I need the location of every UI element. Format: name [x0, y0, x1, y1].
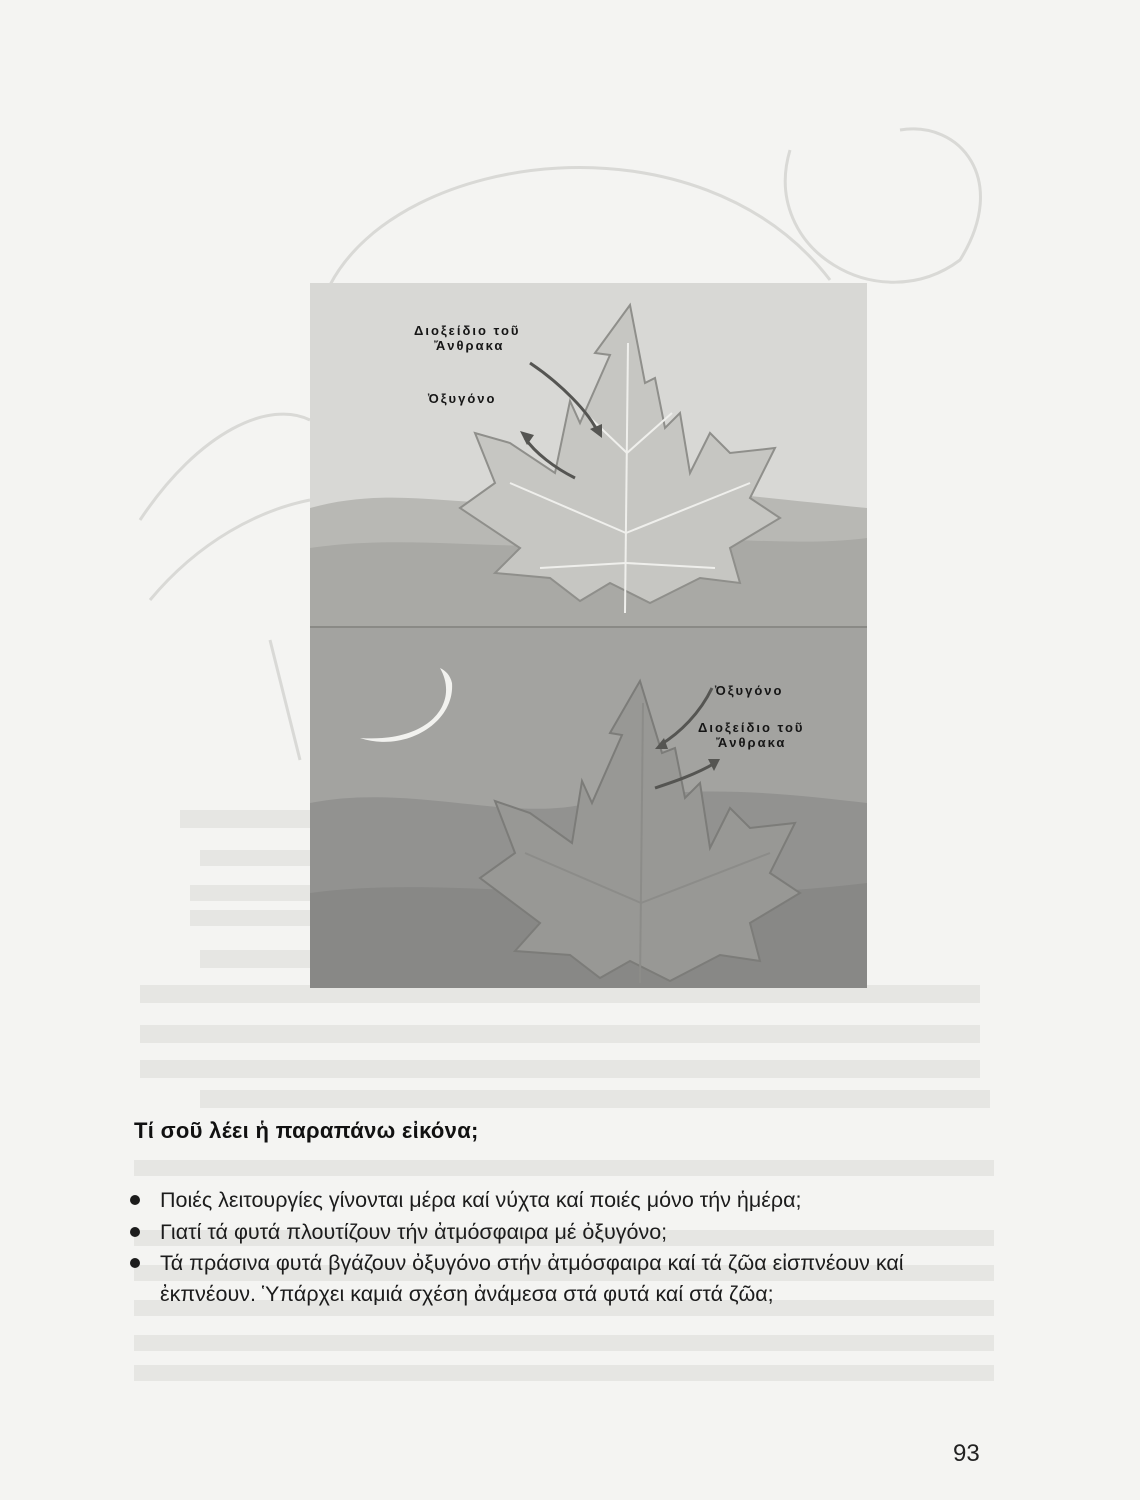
question-item: [130, 1217, 1000, 1248]
page-number: 93: [953, 1440, 980, 1467]
day-co2-label-line1: Διοξείδιο τοῦ: [414, 323, 521, 338]
bullet-icon: [130, 1195, 140, 1205]
bullet-icon: [130, 1227, 140, 1237]
day-co2-label-line2: Ἄνθρακα: [434, 338, 505, 353]
question-text: Τά πράσινα φυτά βγάζουν ὀξυγόνο στήν ἀτμόσφαιρα καί τά ζῶα εἰσπνέουν καί ἐκπνέουν. Ὑπάρχει καμιά σχέση ἀνάμεσα στά φυτά καί στά ζῶα;: [160, 1251, 904, 1306]
question-text: Ποιές λειτουργίες γίνονται μέρα καί νύχτα καί ποιές μόνο τήν ἡμέρα;: [160, 1188, 802, 1212]
photosynthesis-illustration: [310, 283, 867, 988]
question-text: Γιατί τά φυτά πλουτίζουν τήν ἀτμόσφαιρα μέ ὀξυγόνο;: [160, 1219, 668, 1244]
question-list: [130, 1185, 1000, 1310]
illustration-art: [310, 283, 867, 988]
night-co2-label: [698, 720, 804, 750]
day-o2-label: Ὀξυγόνο: [428, 391, 497, 406]
night-o2-label: Ὀξυγόνο: [715, 683, 784, 698]
day-co2-label: [414, 323, 520, 353]
question-item: [130, 1185, 1000, 1216]
night-co2-label-line1: Διοξείδιο τοῦ: [698, 720, 805, 735]
night-co2-label-line2: Ἄνθρακα: [716, 735, 787, 750]
bullet-icon: [130, 1258, 140, 1268]
question-item: [130, 1248, 1000, 1309]
section-heading: Τί σοῦ λέει ἡ παραπάνω εἰκόνα;: [134, 1118, 479, 1143]
